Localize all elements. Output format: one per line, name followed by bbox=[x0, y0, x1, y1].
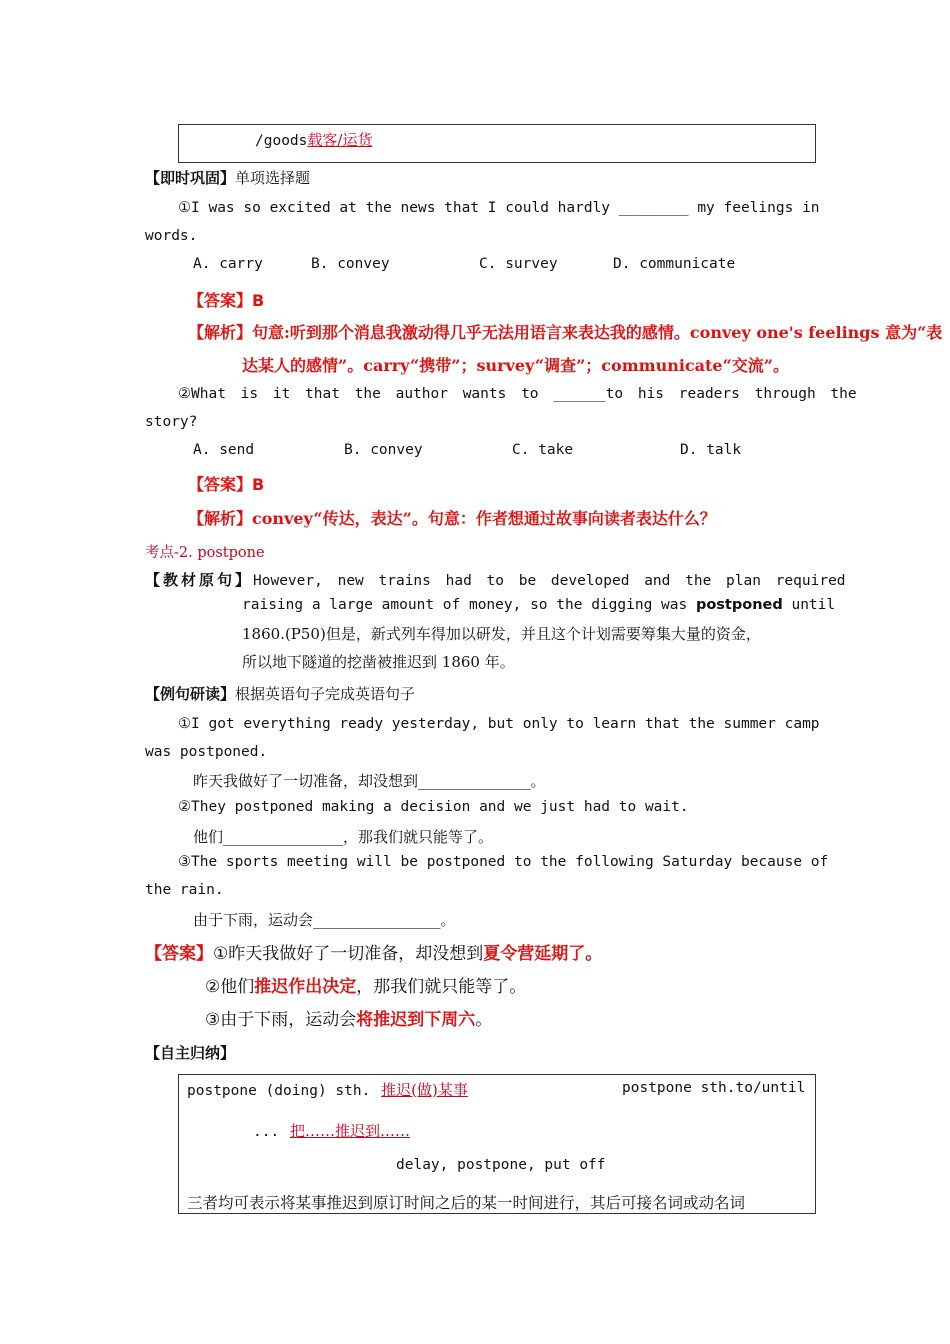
zizhu-row2 bbox=[253, 1120, 410, 1141]
a3-text: ③由于下雨，运动会 bbox=[205, 1010, 357, 1030]
jiaocai-text1: However, new trains had to be developed and the plan required bbox=[253, 573, 846, 589]
s1-cn-end: 。 bbox=[530, 772, 546, 790]
q2-option-a: A. send bbox=[193, 442, 255, 458]
jishi-label: 【即时巩固】 bbox=[145, 169, 236, 187]
q1-answer-label: 【答案】 bbox=[188, 291, 253, 310]
s1-blank: _______________ bbox=[418, 772, 531, 790]
q2-line1: ②What is it that the author wants to ______to his readers through the bbox=[178, 386, 857, 402]
zizhu-row2-dots: ... bbox=[253, 1124, 280, 1140]
jiaocai-line2 bbox=[242, 597, 835, 613]
s3-line2: the rain. bbox=[145, 882, 224, 898]
q2-answer bbox=[188, 472, 264, 495]
s3-blank: _________________ bbox=[313, 911, 441, 929]
a2-red: 推迟作出决定 bbox=[254, 977, 357, 997]
zizhu-row2-link[interactable]: 把……推迟到…… bbox=[289, 1122, 410, 1140]
q1-line1 bbox=[178, 200, 820, 216]
q1-analysis-text1: 句意:听到那个消息我激动得几乎无法用语言来表达我的感情。convey one's feelings 意为“表 bbox=[252, 323, 943, 342]
liju-answer-line2 bbox=[205, 972, 526, 997]
s1-line1: ①I got everything ready yesterday, but only to learn that the summer camp bbox=[178, 716, 820, 732]
q2-option-c: C. take bbox=[512, 442, 574, 458]
q2-option-b: B. convey bbox=[344, 442, 423, 458]
q1-option-d: D. communicate bbox=[613, 256, 736, 272]
top-box-link[interactable]: 载客/运货 bbox=[307, 131, 373, 149]
q1-analysis-label: 【解析】 bbox=[188, 323, 253, 342]
zizhu-label: 【自主归纳】 bbox=[145, 1044, 236, 1062]
a3-red: 将推迟到下周六 bbox=[356, 1010, 476, 1030]
s2-cn-end: ，那我们就只能等了。 bbox=[343, 828, 494, 846]
liju-answer-line1 bbox=[145, 939, 602, 964]
jishi-heading bbox=[145, 167, 310, 188]
liju-label: 【例句研读】 bbox=[145, 685, 236, 703]
jiaocai-text2b: until bbox=[782, 597, 836, 613]
top-box-text bbox=[255, 129, 372, 150]
q1-analysis-line2: 达某人的感情”。carry“携带”；survey“调查”；communicate“交流”。 bbox=[242, 356, 790, 375]
liju-answer-label: 【答案】 bbox=[145, 944, 213, 964]
jiaocai-label: 【教材原句】 bbox=[145, 571, 254, 589]
s3-cn-text: 由于下雨，运动会 bbox=[193, 911, 314, 929]
a1-red: 夏令营延期了。 bbox=[483, 944, 603, 964]
q1-option-c: C. survey bbox=[479, 256, 558, 272]
s1-cn-text: 昨天我做好了一切准备，却没想到 bbox=[193, 772, 419, 790]
goods-text: /goods bbox=[255, 133, 308, 149]
s1-cn bbox=[193, 770, 546, 791]
jiaocai-line1 bbox=[145, 569, 846, 590]
a2-end: ，那我们就只能等了。 bbox=[356, 977, 527, 997]
q2-analysis-text: convey“传达，表达”。句意：作者想通过故事向读者表达什么？ bbox=[252, 509, 716, 528]
s3-cn bbox=[193, 909, 456, 930]
q1-option-a: A. carry bbox=[193, 256, 263, 272]
s3-line1: ③The sports meeting will be postponed to the following Saturday because of bbox=[178, 854, 829, 870]
zizhu-row1-link[interactable]: 推迟(做)某事 bbox=[381, 1081, 468, 1099]
q1-answer-value: B bbox=[252, 291, 265, 310]
q2-answer-value: B bbox=[252, 475, 265, 494]
liju-title: 根据英语句子完成英语句子 bbox=[235, 685, 416, 703]
s1-line2: was postponed. bbox=[145, 744, 268, 760]
q2-analysis bbox=[188, 506, 716, 529]
postponed-word: postponed bbox=[695, 597, 783, 613]
zizhu-row4: 三者均可表示将某事推迟到原订时间之后的某一时间进行，其后可接名词或动名词 bbox=[187, 1194, 746, 1212]
a1-text: ①昨天我做好了一切准备，却没想到 bbox=[213, 944, 484, 964]
s2-cn bbox=[193, 826, 493, 847]
q1-answer bbox=[188, 288, 264, 311]
zizhu-row1 bbox=[187, 1079, 468, 1100]
q1-line2: words. bbox=[145, 228, 198, 244]
a3-end: 。 bbox=[475, 1010, 493, 1030]
zizhu-row1-right: postpone sth.to/until bbox=[622, 1080, 806, 1096]
q2-analysis-label: 【解析】 bbox=[188, 509, 253, 528]
liju-answer-line3 bbox=[205, 1005, 492, 1030]
jishi-title: 单项选择题 bbox=[235, 169, 311, 187]
q1-text: ①I was so excited at the news that I could hardly ________ my feelings in bbox=[178, 200, 820, 216]
liju-heading bbox=[145, 683, 415, 704]
zizhu-row3: delay, postpone, put off bbox=[396, 1157, 606, 1173]
a2-text: ②他们 bbox=[205, 977, 255, 997]
kaodian-title: 考点-2. postpone bbox=[145, 545, 265, 561]
q1-option-b: B. convey bbox=[311, 256, 390, 272]
jiaocai-line3: 1860.(P50)但是，新式列车得加以研发，并且这个计划需要筹集大量的资金， bbox=[242, 625, 761, 643]
s2-line1: ②They postponed making a decision and we just had to wait. bbox=[178, 799, 689, 815]
q2-answer-label: 【答案】 bbox=[188, 475, 253, 494]
s2-blank: ________________ bbox=[223, 828, 344, 846]
jiaocai-text2: raising a large amount of money, so the digging was bbox=[242, 597, 696, 613]
q2-line2: story? bbox=[145, 414, 198, 430]
s3-cn-end: 。 bbox=[440, 911, 456, 929]
q2-option-d: D. talk bbox=[680, 442, 742, 458]
zizhu-row1-left: postpone (doing) sth. bbox=[187, 1083, 371, 1099]
jiaocai-line4: 所以地下隧道的挖凿被推迟到 1860 年。 bbox=[242, 653, 515, 671]
s2-cn-text: 他们 bbox=[193, 828, 224, 846]
q1-analysis-line1 bbox=[188, 320, 942, 343]
